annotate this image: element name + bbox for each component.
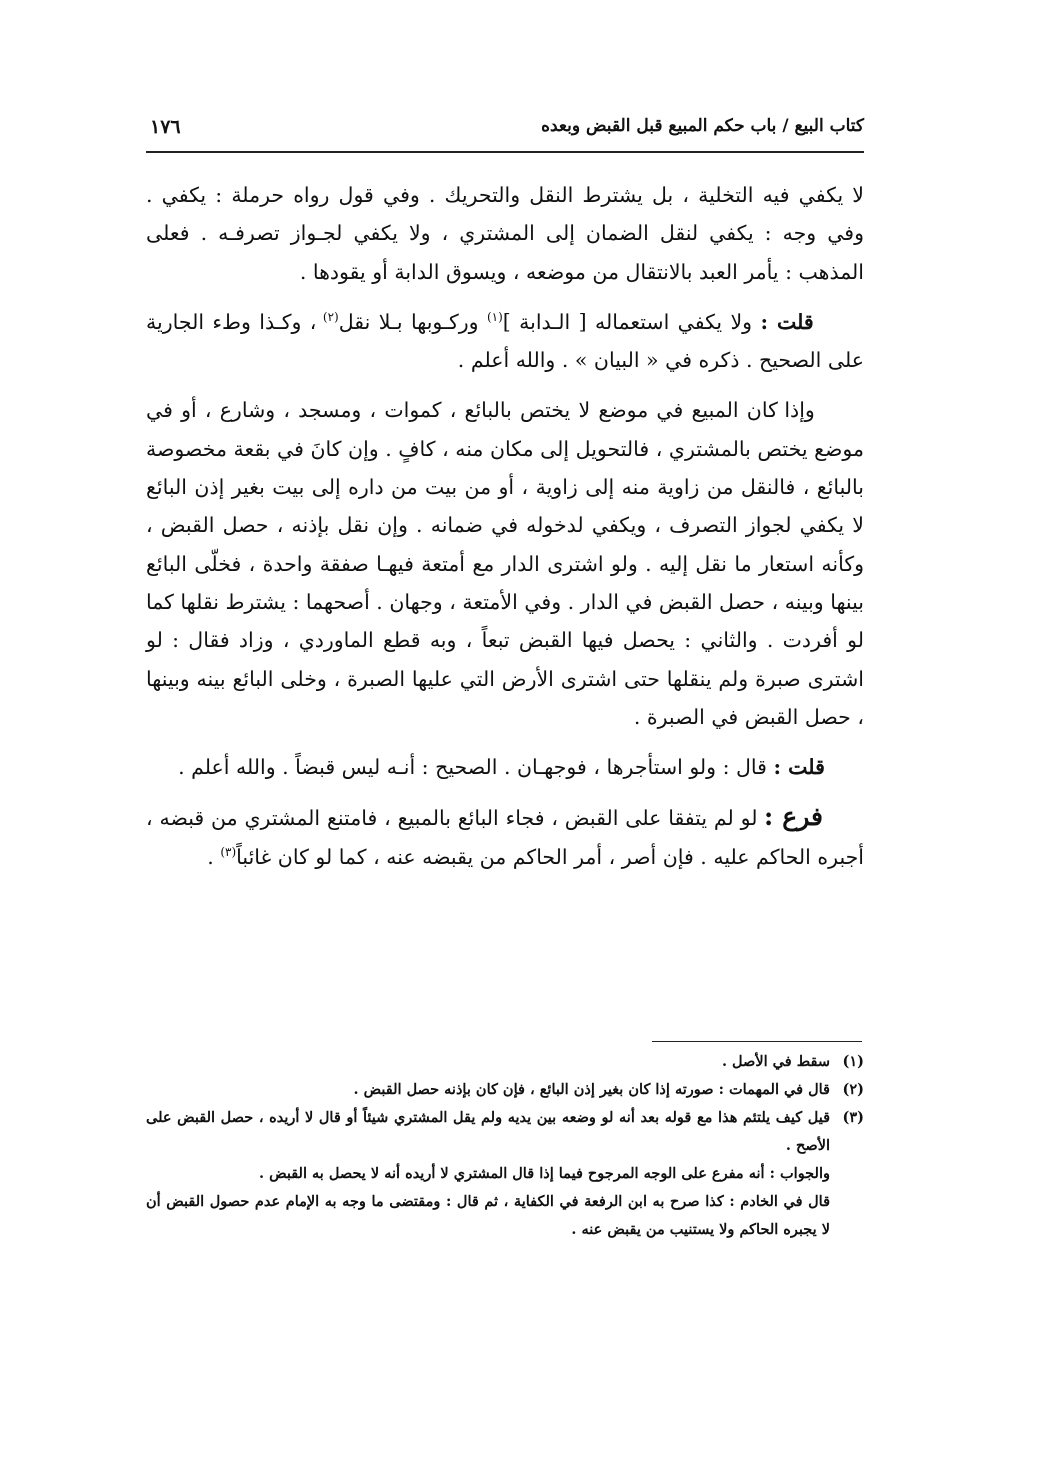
paragraph-4-lead: قلت : (773, 755, 825, 780)
footnote-text: قال في المهمات : صورته إذا كان بغير إذن البائع ، فإن كان بإذنه حصل القبض . (353, 1081, 830, 1098)
footnote-text: سقط في الأصل . (721, 1053, 830, 1070)
paragraph-2-text-a: ولا يكفي استعماله [ الـدابة ] (502, 309, 761, 334)
paragraph-1: لا يكفي فيه التخلية ، بل يشترط النقل والتحريك . وفي قول رواه حرملة : يكفي . وفي وجه : يكفي لنقل الضمان إلى المشتري ، ولا يكفي لجـواز تصرفـه . فعلى المذهب : يأمر العبد بالانتقال من موضعه ، ويسوق الدابة أو يقودها . (146, 183, 864, 284)
running-header (146, 112, 864, 152)
page-number: ١٧٦ (150, 116, 181, 138)
paragraph-2 (146, 303, 864, 380)
paragraph-2-text-c: ، وكـذا وطء الجارية على الصحيح . ذكره في « البيان » . والله أعلم . (146, 309, 864, 373)
paragraph-5-text: لو لم يتفقا على القبض ، فجاء البائع بالمبيع ، فامتنع المشتري من قبضه ، أجبره الحاكم عليه . فإن أصر ، أمر الحاكم من يقبضه عنه ، كما لو كان غائباً (146, 806, 864, 869)
footnote-3-continuation: قال في الخادم : كذا صرح به ابن الرفعة في الكفاية ، ثم قال : ومقتضى ما وجه به الإمام عدم حصول القبض أن لا يجبره الحاكم ولا يستنيب من يقبض عنه . (146, 1193, 830, 1238)
header-rule (146, 151, 864, 153)
header-title: كتاب البيع / باب حكم المبيع قبل القبض وبعده (541, 116, 864, 136)
footnote-number: (٢) (842, 1081, 864, 1098)
footnote-number: (١) (842, 1053, 864, 1070)
paragraph-2-text-b: وركـوبها بـلا نقل (338, 309, 487, 334)
paragraph-4 (146, 748, 864, 786)
footnote-ref-2[interactable]: (٢) (322, 310, 339, 325)
paragraph-5-end: . (207, 844, 221, 869)
main-text (146, 176, 864, 888)
footnote-1 (146, 1048, 864, 1076)
footnote-3-continuation: والجواب : أنه مفرع على الوجه المرجوح فيما إذا قال المشتري لا أريده أنه لا يحصل به القبض . (258, 1165, 830, 1182)
paragraph-5 (146, 798, 864, 876)
paragraph-4-text: قال : ولو استأجرها ، فوجهـان . الصحيح : أنـه ليس قبضاً . والله أعلم . (178, 755, 774, 780)
footnotes (146, 1048, 864, 1244)
footnote-number: (٣) (842, 1109, 864, 1126)
footnote-separator (652, 1041, 862, 1042)
footnote-ref-1[interactable]: (١) (486, 310, 503, 325)
footnote-text: قيل كيف يلتئم هذا مع قوله بعد أنه لو وضعه بين يديه ولم يقل المشتري شيئاً أو قال لا أريده ، حصل القبض على الأصح . (146, 1109, 830, 1154)
paragraph-3-text: وإذا كان المبيع في موضع لا يختص بالبائع ، كموات ، ومسجد ، وشارع ، أو في موضع يختص بالمشتري ، فالتحويل إلى مكان منه ، كافٍ . وإن كانَ في بقعة مخصوصة بالبائع ، فالنقل من زاوية منه إلى زاوية ، أو من بيت من داره إلى بيت بغير إذن البائع لا يكفي لجواز التصرف ، ويكفي لدخوله في ضمانه . وإن نقل بإذنه ، حصل القبض ، وكأنه استعار ما نقل إليه . ولو اشترى الدار مع أمتعة فيهـا صفقة واحدة ، فخلّى البائع بينها وبينه ، حصل القبض في الدار . وفي الأمتعة ، وجهان . أصحهما : يشترط نقلها كما لو أفردت . والثاني : يحصل فيها القبض تبعاً ، وبه قطع الماوردي ، وزاد فقال : لو اشترى صبرة ولم ينقلها حتى اشترى الأرض التي عليها الصبرة ، وخلى البائع بينه وبينها ، حصل القبض في الصبرة . (146, 398, 864, 729)
footnote-ref-3[interactable]: (٣) (220, 844, 237, 859)
paragraph-5-lead: فرع : (764, 802, 823, 832)
paragraph-3 (146, 391, 864, 736)
footnote-3 (146, 1104, 864, 1160)
paragraph-2-lead: قلت : (760, 309, 814, 334)
footnote-2 (146, 1076, 864, 1104)
